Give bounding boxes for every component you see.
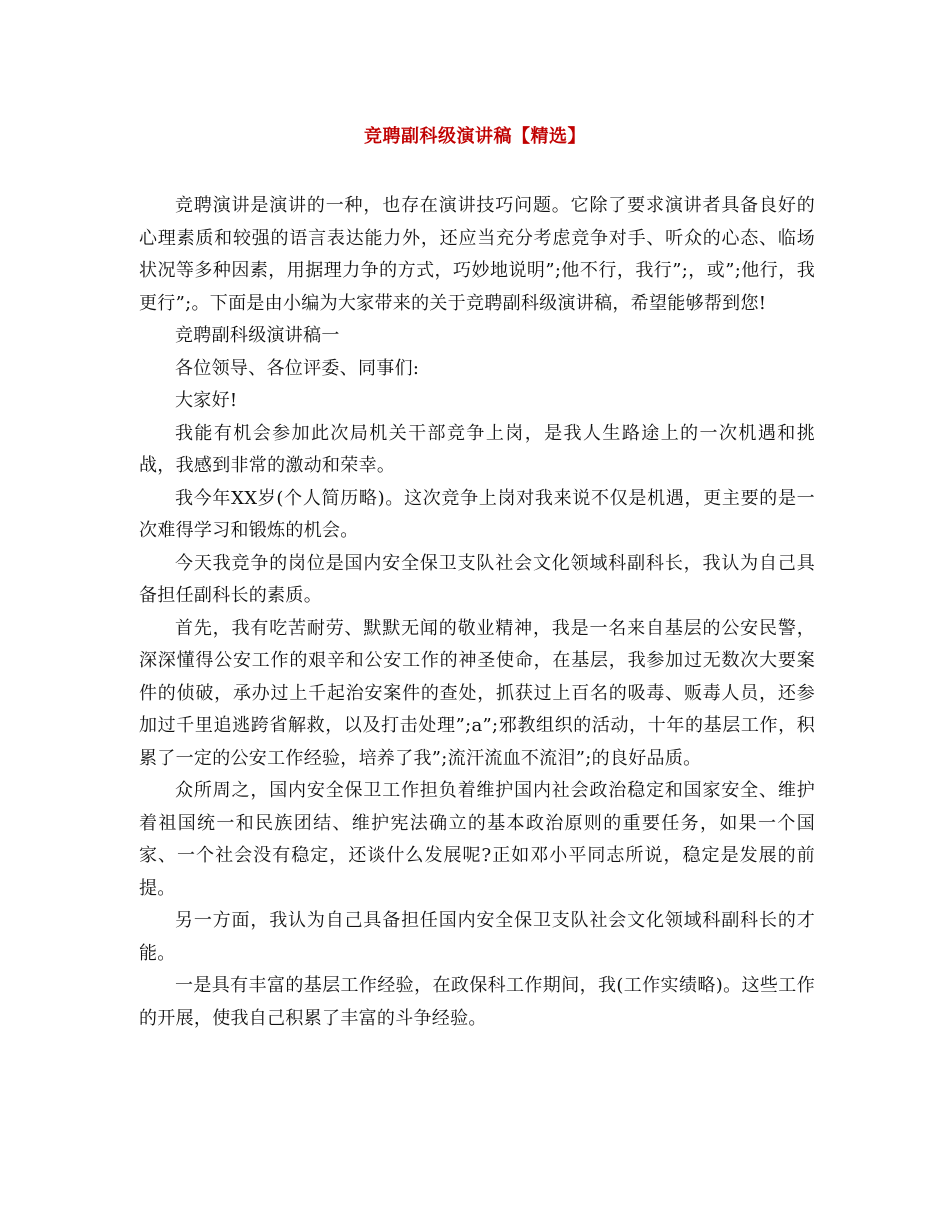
paragraph: 今天我竞争的岗位是国内安全保卫支队社会文化领域科副科长，我认为自己具备担任副科长的素质。: [139, 552, 815, 606]
paragraph: 另一方面，我认为自己具备担任国内安全保卫支队社会文化领域科副科长的才能。: [139, 910, 815, 964]
paragraph-intro: 竞聘演讲是演讲的一种，也存在演讲技巧问题。它除了要求演讲者具备良好的心理素质和较强的语言表达能力外，还应当充分考虑竞争对手、听众的心态、临场状况等多种因素，用据理力争的方式，巧妙地说明”;他不行，我行”;，或”;他行，我更行”;。下面是由小编为大家带来的关于竞聘副科级演讲稿，希望能够帮到您!: [139, 195, 815, 314]
document-body: [139, 190, 815, 1035]
paragraph-section-heading: 竞聘副科级演讲稿一: [175, 325, 340, 346]
paragraph: 我能有机会参加此次局机关干部竞争上岗，是我人生路途上的一次机遇和挑战，我感到非常的激动和荣幸。: [139, 422, 815, 476]
paragraph-greeting: 大家好!: [175, 390, 238, 411]
paragraph-salutation: 各位领导、各位评委、同事们:: [175, 357, 420, 379]
document-title: 竞聘副科级演讲稿【精选】: [364, 126, 586, 147]
paragraph: 众所周之，国内安全保卫工作担负着维护国内社会政治稳定和国家安全、维护着祖国统一和民族团结、维护宪法确立的基本政治原则的重要任务，如果一个国家、一个社会没有稳定，还谈什么发展呢?正如邓小平同志所说，稳定是发展的前提。: [139, 780, 815, 899]
paragraph: 首先，我有吃苦耐劳、默默无闻的敬业精神，我是一名来自基层的公安民警，深深懂得公安工作的艰辛和公安工作的神圣使命，在基层，我参加过无数次大要案件的侦破，承办过上千起治安案件的查处，抓获过上百名的吸毒、贩毒人员，还参加过千里追逃跨省解救，以及打击处理”;a”;邪教组织的活动，十年的基层工作，积累了一定的公安工作经验，培养了我”;流汗流血不流泪”;的良好品质。: [139, 617, 815, 769]
paragraph: 一是具有丰富的基层工作经验，在政保科工作期间，我(工作实绩略)。这些工作的开展，使我自己积累了丰富的斗争经验。: [139, 975, 815, 1029]
paragraph: 我今年XX岁(个人简历略)。这次竞争上岗对我来说不仅是机遇，更主要的是一次难得学习和锻炼的机会。: [139, 487, 815, 541]
